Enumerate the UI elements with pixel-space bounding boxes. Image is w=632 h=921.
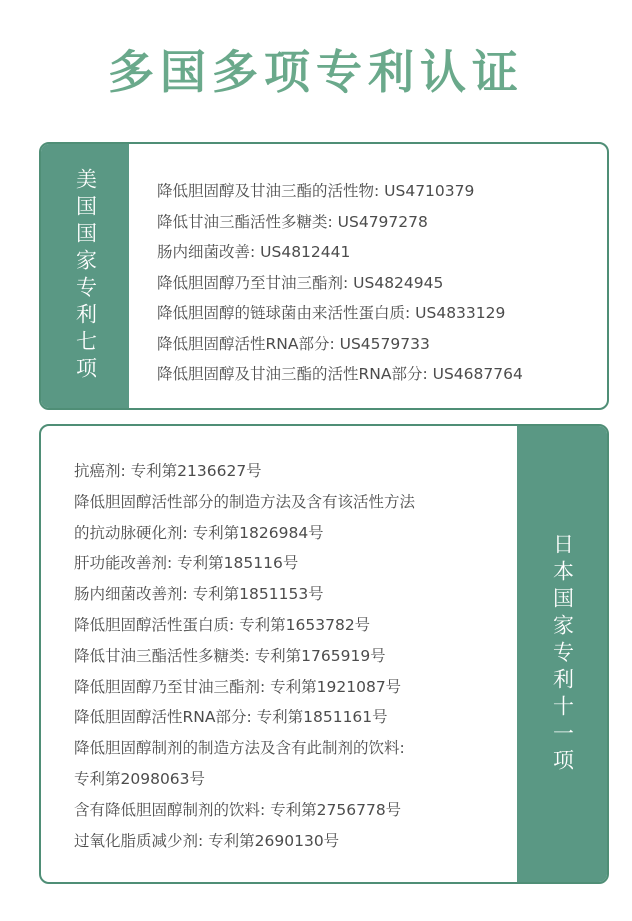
jp-patent-item: 降低胆固醇乃至甘油三酯剂: 专利第1921087号 <box>74 677 402 696</box>
jp-patents-side-banner <box>517 426 607 882</box>
us-patents-panel <box>39 142 609 410</box>
us-patent-item: 降低胆固醇及甘油三酯的活性物: US4710379 <box>157 182 475 200</box>
us-patent-item: 降低胆固醇乃至甘油三酯剂: US4824945 <box>157 273 444 292</box>
jp-patent-item: 降低胆固醇活性RNA部分: 专利第1851161号 <box>74 708 388 727</box>
us-patents-label: 美国国家专利七项 <box>73 168 98 384</box>
jp-patent-item: 含有降低胆固醇制剂的饮料: 专利第2756778号 <box>74 800 402 819</box>
us-patent-item: 降低胆固醇的链球菌由来活性蛋白质: US4833129 <box>157 304 506 322</box>
us-patent-item: 降低胆固醇及甘油三酯的活性RNA部分: US4687764 <box>157 365 523 383</box>
us-patents-list <box>157 176 591 390</box>
us-patent-item: 降低甘油三酯活性多糖类: US4797278 <box>157 212 428 231</box>
jp-patent-item: 降低胆固醇制剂的制造方法及含有此制剂的饮料: <box>74 739 405 758</box>
jp-patent-item: 专利第2098063号 <box>74 769 206 788</box>
jp-patent-item: 降低胆固醇活性蛋白质: 专利第1653782号 <box>74 615 371 634</box>
jp-patent-item: 过氧化脂质减少剂: 专利第2690130号 <box>74 831 340 850</box>
jp-patent-item: 抗癌剂: 专利第2136627号 <box>74 462 262 480</box>
jp-patents-list <box>74 456 507 856</box>
us-patent-item: 肠内细菌改善: US4812441 <box>157 243 351 261</box>
jp-patent-item: 的抗动脉硬化剂: 专利第1826984号 <box>74 523 324 542</box>
jp-patents-label: 日本国家专利十一项 <box>550 532 575 776</box>
us-patents-side-banner <box>41 144 129 408</box>
jp-patent-item: 肠内细菌改善剂: 专利第1851153号 <box>74 585 324 604</box>
jp-patents-panel <box>39 424 609 884</box>
page-title: 多国多项专利认证 <box>108 45 524 99</box>
jp-patent-item: 肝功能改善剂: 专利第185116号 <box>74 554 299 573</box>
jp-patent-item: 降低甘油三酯活性多糖类: 专利第1765919号 <box>74 646 386 665</box>
us-patent-item: 降低胆固醇活性RNA部分: US4579733 <box>157 334 430 353</box>
jp-patent-item: 降低胆固醇活性部分的制造方法及含有该活性方法 <box>74 492 416 511</box>
